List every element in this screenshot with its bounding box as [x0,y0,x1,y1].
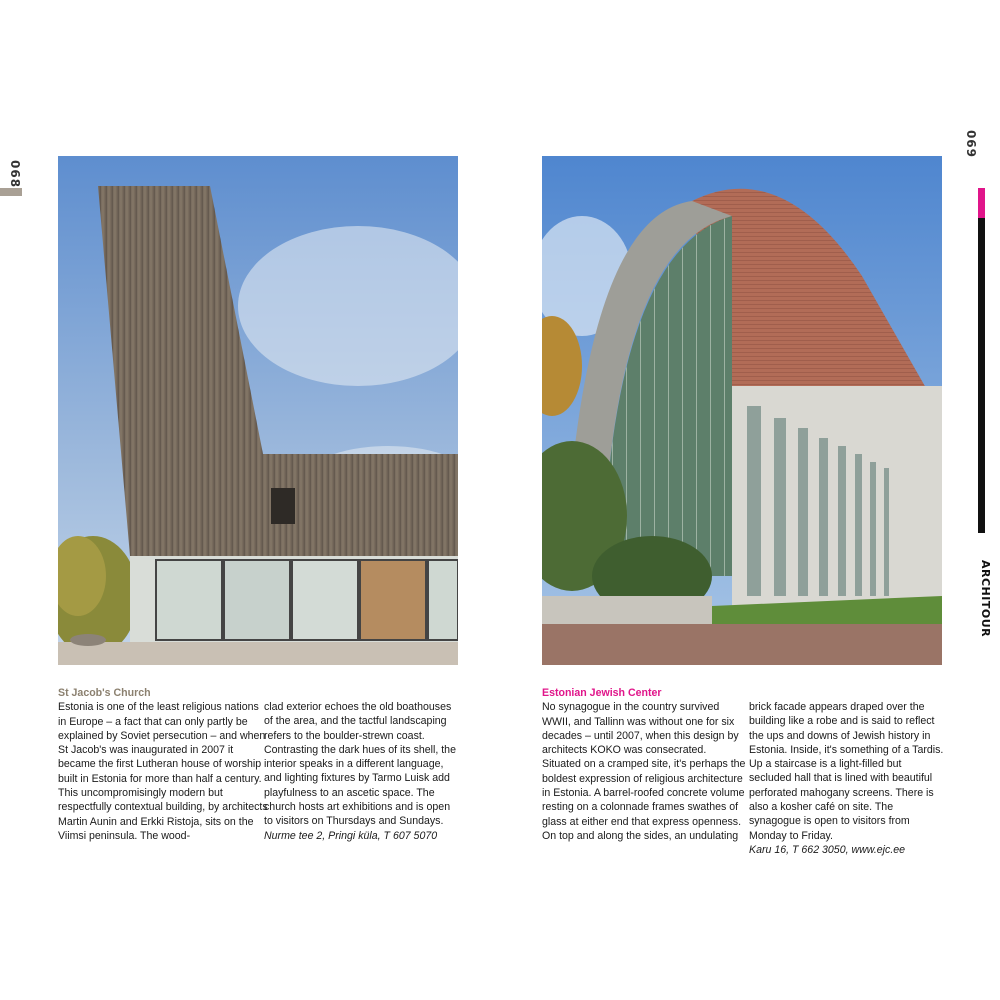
section-label: ARCHITOUR [979,560,992,638]
jewish-center-column-2 [749,700,945,857]
jewish-center-body-2: brick facade appears draped over the building like a robe and is said to reflect the ups and downs of Jewish history in Estonia. Inside, it's something of a Tardis. Up a staircase is a light-filled but secluded hall that is lined with beautiful perforated mahogany screens. There is also a kosher café on site. The synagogue is open to visitors from Monday to Friday. [749,701,944,842]
st-jacobs-column-2 [264,700,460,843]
section-rail [978,188,985,533]
st-jacobs-body-1: Estonia is one of the least religious nations in Europe – a fact that can only partly be explained by Soviet persecution – and when St Jacob's was inaugurated in 2007 it became the first Lutheran house of worship built in Estonia for more than half a century. This uncompromisingly modern but respectfully contextual building, by architects Martin Aunin and Erkki Ristoja, sits on the Viimsi peninsula. The wood- [58,701,268,842]
jewish-center-title: Estonian Jewish Center [542,687,662,699]
right-page-number: 069 [964,129,978,158]
jewish-center-column-1 [542,686,747,843]
st-jacobs-church-photo [58,156,458,665]
jewish-center-photo [542,156,942,665]
st-jacobs-title: St Jacob's Church [58,687,151,699]
left-page-tab [0,188,22,196]
jewish-center-address: Karu 16, T 662 3050, www.ejc.ee [749,843,906,856]
left-page-number: 068 [8,160,22,189]
st-jacobs-body-2: clad exterior echoes the old boathouses of the area, and the tactful landscaping refers to the boulder-strewn coast. Contrasting the dark hues of its shell, the interior speaks in a different language, and lighting fixtures by Tarmo Luisk add playfulness to an ascetic space. The church hosts art exhibitions and is open to visitors on Thursdays and Sundays. [264,701,456,828]
st-jacobs-column-1 [58,686,268,843]
st-jacobs-address: Nurme tee 2, Pringi küla, T 607 5070 [264,829,438,842]
jewish-center-body-1: No synagogue in the country survived WWII, and Tallinn was without one for six decades – until 2007, when this design by architects KOKO was consecrated. Situated on a cramped site, it's perhaps the boldest expression of religious architecture in Estonia. A barrel-roofed concrete volume resting on a colonnade frames swathes of glass at either end that express openness. On top and along the sides, an undulating [542,701,746,842]
